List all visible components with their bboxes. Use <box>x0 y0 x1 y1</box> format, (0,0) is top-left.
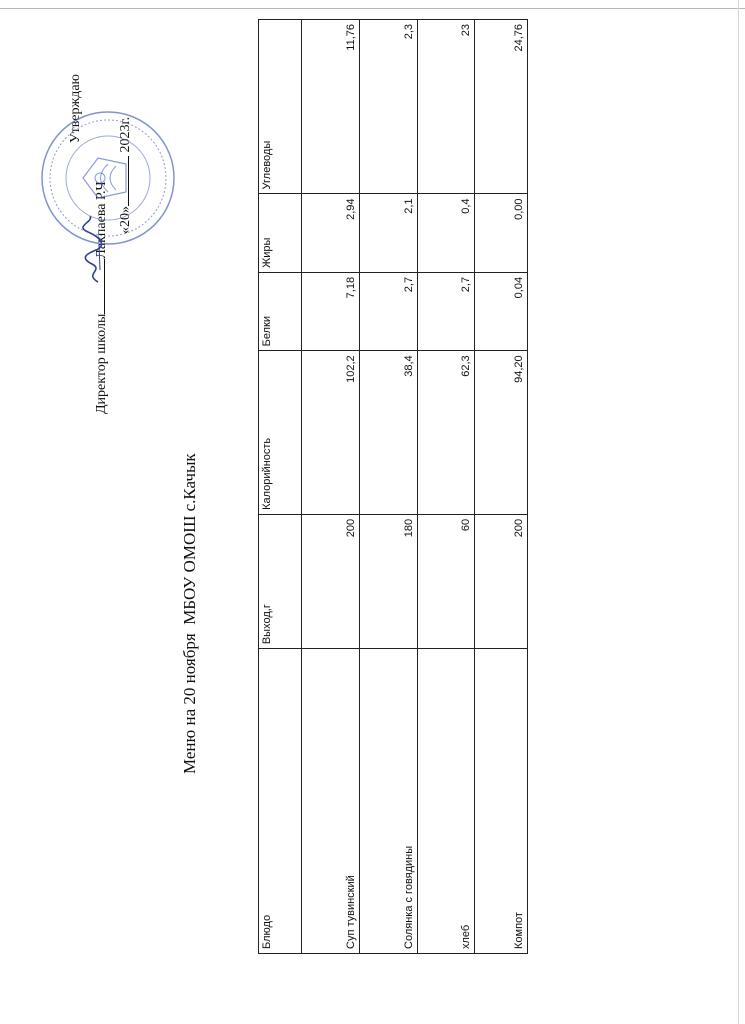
calories-value: 94,20 <box>475 351 528 515</box>
table-row <box>475 20 528 954</box>
date-open-quote: « <box>118 227 133 234</box>
approve-label: Утверждаю <box>68 74 83 144</box>
calories-value: 102,2 <box>302 351 360 515</box>
approval-date <box>116 117 134 234</box>
dish-name: Суп тувинский <box>302 649 360 954</box>
proteins-value: 0,04 <box>475 272 528 350</box>
dish-name: Компот <box>475 649 528 954</box>
date-month-underline <box>116 156 129 206</box>
carbs-value: 11,76 <box>302 20 360 194</box>
fats-value: 2,1 <box>360 194 418 272</box>
table-header-row <box>259 20 302 954</box>
director-prefix: Директор школы <box>94 313 109 414</box>
signature-underline <box>92 259 105 314</box>
carbs-value: 24,76 <box>475 20 528 194</box>
director-name: Лакпаева Р.Ч <box>94 181 109 259</box>
director-line <box>92 181 110 414</box>
yield-value: 60 <box>417 514 475 648</box>
date-close-quote: » <box>118 206 133 213</box>
header-dish: Блюдо <box>259 649 302 954</box>
header-proteins: Белки <box>259 272 302 350</box>
proteins-value: 2,7 <box>417 272 475 350</box>
proteins-value: 7,18 <box>302 272 360 350</box>
header-fats: Жиры <box>259 194 302 272</box>
yield-value: 200 <box>302 514 360 648</box>
header-carbs: Углеводы <box>259 20 302 194</box>
approval-block <box>68 64 138 424</box>
menu-table <box>258 19 528 954</box>
proteins-value: 2,7 <box>360 272 418 350</box>
carbs-value: 23 <box>417 20 475 194</box>
table-row <box>302 20 360 954</box>
fats-value: 0,00 <box>475 194 528 272</box>
carbs-value: 2,3 <box>360 20 418 194</box>
fats-value: 2,94 <box>302 194 360 272</box>
dish-name: Солянка с говядины <box>360 649 418 954</box>
yield-value: 180 <box>360 514 418 648</box>
dish-name: хлеб <box>417 649 475 954</box>
date-year: 2023г. <box>118 116 133 153</box>
page-title: Меню на 20 ноября МБОУ ОМОШ с.Качык <box>180 453 199 774</box>
fats-value: 0,4 <box>417 194 475 272</box>
header-calories: Калорийность <box>259 351 302 515</box>
table-row <box>417 20 475 954</box>
calories-value: 38,4 <box>360 351 418 515</box>
yield-value: 200 <box>475 514 528 648</box>
table-row <box>360 20 418 954</box>
header-yield: Выход,г <box>259 514 302 648</box>
date-day: 20 <box>118 213 133 227</box>
calories-value: 62,3 <box>417 351 475 515</box>
